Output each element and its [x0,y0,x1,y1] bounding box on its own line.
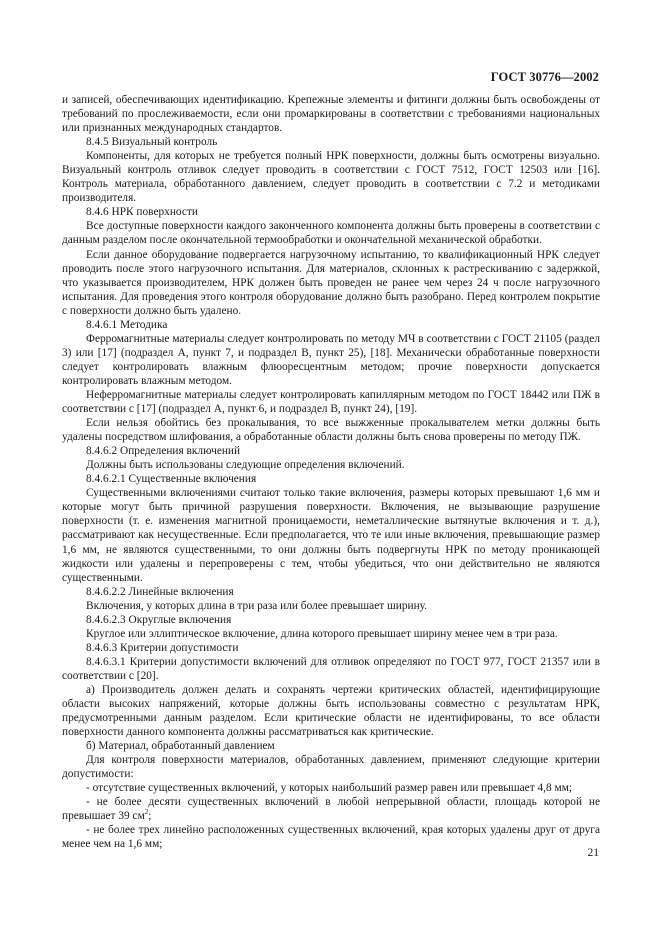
list-item: - не более трех линейно расположенных существенных включений, края которых удалены друг от друга менее чем на 1,6 мм; [62,824,600,851]
paragraph: Неферромагнитные материалы следует контролировать капиллярным методом по ГОСТ 18442 или ПЖ в соответствии с [17] (подраздел А, пункт 6, и подраздел В, пункт 24), [19]. [62,388,600,416]
paragraph: Если нельзя обойтись без прокалывания, то все выжженные прокалывателем метки должны быть удалены посредством шлифования, а обработанные области должны быть снова проверены по методу ПЖ. [62,417,600,444]
paragraph: Ферромагнитные материалы следует контролировать по методу МЧ в соответствии с ГОСТ 21105 (раздел 3) или [17] (подраздел А, пункт 7, и подраздел В, пункт 25), [18]. Механически обработанные поверхности следует контролировать влажным флюоресцентным методом; прочие поверхности допускается контролировать влажным методом. [62,332,600,387]
list-item-text: - не более десяти существенных включений в любой непрерывной области, площадь которой не превышает 39 см [62,796,600,823]
section-heading: 8.4.6.1 Методика [86,318,168,331]
section-heading: 8.4.6.2 Определения включений [86,445,241,458]
section-heading: б) Материал, обработанный давлением [86,740,275,753]
paragraph: Компоненты, для которых не требуется полный НРК поверхности, должны быть осмотрены визуально. Визуальный контроль отливок следует проводить в соответствии с ГОСТ 7512, ГОСТ 12503 или [16]. Контроль материала, обработанного давлением, следует проводить в соответствии с 7.2 и методиками производителя. [62,150,600,205]
section-heading: 8.4.6.2.1 Существенные включения [86,473,257,486]
list-item-tail: ; [148,810,152,823]
page-number: 21 [587,847,599,859]
paragraph: Все доступные поверхности каждого законченного компонента должны быть проверены в соответствии с данным разделом после окончательной термообработки и окончательной механической обработки. [62,220,600,247]
superscript-exponent: 2 [144,808,149,817]
paragraph: и записей, обеспечивающих идентификацию. Крепежные элементы и фитинги должны быть освобождены от требований по прослеживаемости, если они промаркированы в соответствии с требованиями национальных или признанных международных стандартов. [62,94,600,135]
page-header-standard: ГОСТ 30776—2002 [490,70,599,84]
section-heading: 8.4.6.2.3 Округлые включения [86,613,232,626]
paragraph: а) Производитель должен делать и сохранять чертежи критических областей, идентифицирующие области высоких напряжений, которые должны быть использованы совместно с результатам НРК, предусмотренными данным разделом. Если критические области не идентифированы, то все области поверхности данного компонента должны рассматриваться как критические. [62,683,600,739]
paragraph: Включения, у которых длина в три раза или более превышает ширину. [86,599,428,612]
paragraph: Должны быть использованы следующие определения включений. [86,459,405,472]
paragraph: 8.4.6.3.1 Критерии допустимости включений для отливок определяют по ГОСТ 977, ГОСТ 21357 или в соответствии с [20]. [62,655,600,682]
paragraph: Для контроля поверхности материалов, обработанных давлением, применяют следующие критерии допустимости: [62,754,600,781]
paragraph: Если данное оборудование подвергается нагрузочному испытанию, то квалификационный НРК следует проводить после этого нагрузочного испытания. Для материалов, склонных к растрескиванию с задержкой, что указывается производителем, НРК должен быть проведен не ранее чем через 24 ч после нагрузочного испытания. Для проведения этого контроля оборудование должно быть разобрано. Перед контролем покрытие с поверхности должно быть удалено. [62,248,600,317]
section-heading: 8.4.6 НРК поверхности [86,206,198,219]
list-item [62,795,600,823]
section-heading: 8.4.6.2.2 Линейные включения [86,585,234,598]
section-heading: 8.4.5 Визуальный контроль [86,136,218,149]
document-body [62,93,600,852]
list-item: - отсутствие существенных включений, у которых наибольший размер равен или превышает 4,8 мм; [86,782,573,795]
paragraph: Круглое или эллиптическое включение, длина которого превышает ширину менее чем в три раза. [86,627,558,640]
section-heading: 8.4.6.3 Критерии допустимости [86,641,239,654]
paragraph: Существенными включениями считают только такие включения, размеры которых превышают 1,6 мм и которые могут быть причиной разрушения поверхности. Включения, не вызывающие разрушение поверхности (т. е. изменения магнитной проницаемости, неметаллические вытянутые включения и т. д.), рассматривают как несущественные. Если предполагается, что те или иные включения, превышающие размер 1,6 мм, не являются существенными, то они должны быть подвергнуты НРК по методу проникающей жидкости или удалены и перепроверены с тем, чтобы убедиться, что они действительно не являются существенными. [62,487,600,584]
